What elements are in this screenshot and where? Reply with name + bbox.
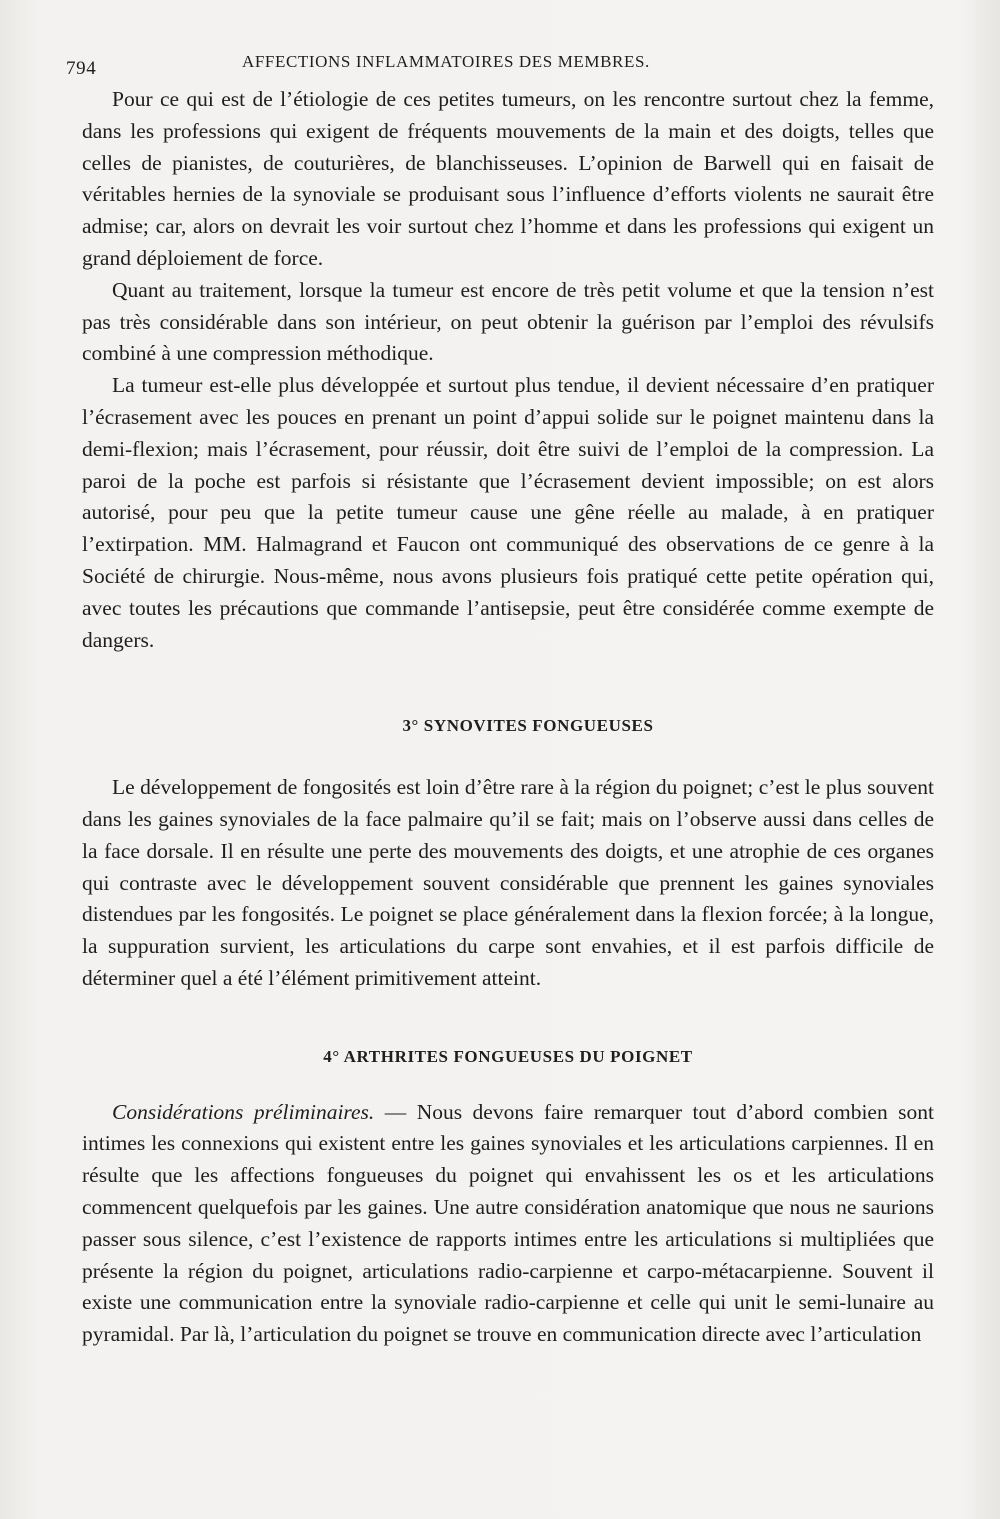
running-title: AFFECTIONS INFLAMMATOIRES DES MEMBRES. xyxy=(242,52,650,71)
paragraph-traitement: Quant au traitement, lorsque la tumeur est encore de très petit volume et que la tension n’est pas très considérable dans son intérieur, on peut obtenir la guérison par l’emploi des révulsifs combiné à une compression méthodique. xyxy=(82,277,934,366)
section-heading-arthrites: 4° ARTHRITES FONGUEUSES DU POIGNET xyxy=(323,1046,693,1066)
running-head xyxy=(66,50,946,84)
text-block xyxy=(82,84,934,1351)
section-heading-synovites: 3° SYNOVITES FONGUEUSES xyxy=(402,716,654,736)
paragraph-considerations-body: — Nous devons faire remarquer tout d’abord combien sont intimes les connexions qui existent entre les gaines synoviales et les articulations carpiennes. Il en résulte que les affections fongueuses du poignet qui envahissent les os et les articulations commencent quelquefois par les gaines. Une autre considération anatomique que nous ne saurions passer sous silence, c’est l’existence de rapports intimes entre les articulations si multipliées que présente la région du poignet, articulations radio-carpienne et carpo-métacarpienne. Souvent il existe une communication entre la synoviale radio-carpienne et celle qui unit le semi-lunaire au pyramidal. Par là, l’articulation du poignet se trouve en communication directe avec l’articulation xyxy=(82,1099,934,1347)
paragraph-ecrasement: La tumeur est-elle plus développée et surtout plus tendue, il devient nécessaire d’en pratiquer l’écrasement avec les pouces en prenant un point d’appui solide sur le poignet maintenu dans la demi-flexion; mais l’écrasement, pour réussir, doit être suivi de l’emploi de la compression. La paroi de la poche est parfois si résistante que l’écrasement devient impossible; on est alors autorisé, pour peu que la petite tumeur cause une gêne réelle au malade, à en pratiquer l’extirpation. MM. Halmagrand et Faucon ont communiqué des observations de ce genre à la Société de chirurgie. Nous-même, nous avons plusieurs fois pratiqué cette petite opération qui, avec toutes les précautions que commande l’antisepsie, peut être considérée comme exempte de dangers. xyxy=(82,373,934,652)
paragraph-considerations xyxy=(82,1097,934,1351)
paragraph-etiologie: Pour ce qui est de l’étiologie de ces petites tumeurs, on les rencontre surtout chez la femme, dans les professions qui exigent de fréquents mouvements de la main et des doigts, telles que celles de pianistes, de couturières, de blanchisseuses. L’opinion de Barwell qui en faisait de véritables hernies de la synoviale se produisant sous l’influence d’efforts violents ne saurait être admise; car, alors on devrait les voir surtout chez l’homme et dans les professions qui exigent un grand déploiement de force. xyxy=(82,87,934,270)
paragraph-lead-italic: Considérations préliminaires. xyxy=(112,1099,375,1124)
page-number: 794 xyxy=(66,58,97,79)
paragraph-fongosites: Le développement de fongosités est loin d’être rare à la région du poignet; c’est le plus souvent dans les gaines synoviales de la face palmaire qu’il se fait; mais on l’observe aussi dans celles de la face dorsale. Il en résulte une perte des mouvements des doigts, et une atrophie de ces organes qui contraste avec le développement souvent considérable que prennent les gaines synoviales distendues par les fongosités. Le poignet se place généralement dans la flexion forcée; à la longue, la suppuration survient, les articulations du carpe sont envahies, et il est parfois difficile de déterminer quel a été l’élément primitivement atteint. xyxy=(82,775,934,990)
